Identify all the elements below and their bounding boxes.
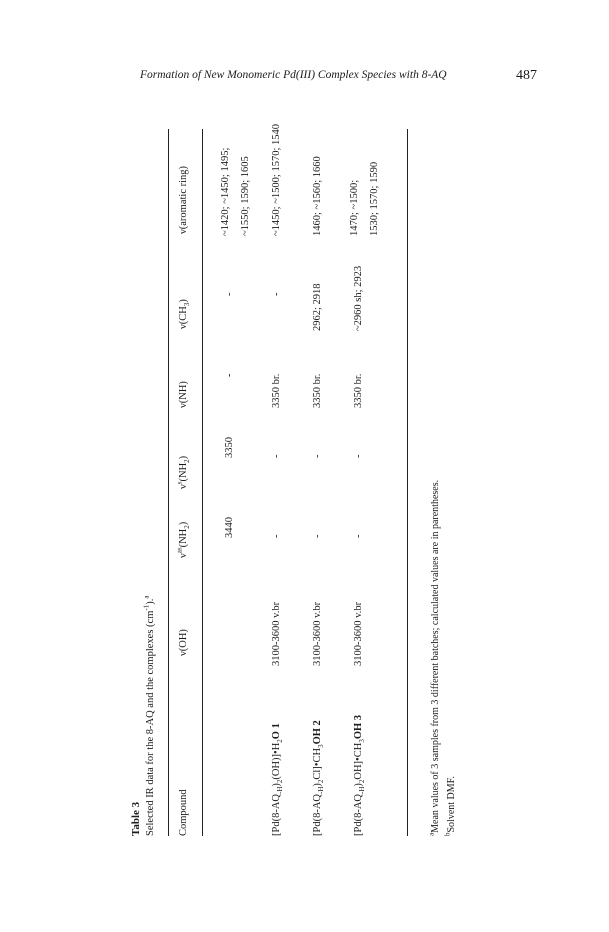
r2-c-c: Cl]•CH — [312, 747, 323, 780]
r2-nh2-s: - — [312, 454, 323, 458]
r1-c-d: O 1 — [271, 723, 282, 740]
r2-c-a: [Pd(8-AQ — [312, 794, 323, 836]
header-nh2-as — [175, 521, 192, 558]
caption-sup: -1 — [142, 604, 151, 611]
header-nh2-s — [175, 455, 192, 489]
r0-ch3: - — [224, 292, 235, 296]
r3-compound — [353, 714, 367, 836]
nh2-as-post: (NH — [178, 528, 189, 548]
r1-ch3: - — [271, 292, 282, 296]
r3-c-sub1: -H — [358, 786, 367, 794]
r3-c-sub2: 2 — [358, 779, 367, 784]
r3-ch3: ~2960 sh; 2923 — [353, 265, 364, 331]
header-ch3 — [178, 299, 192, 329]
r1-c-a: [Pd(8-AQ — [271, 794, 282, 836]
ch3-end: ) — [178, 299, 189, 303]
r2-c-sub2: 2 — [317, 779, 326, 784]
r1-oh: 3100-3600 v.br — [271, 601, 282, 666]
r2-compound — [312, 720, 326, 836]
ch3-sub: 3 — [183, 302, 192, 307]
running-head — [0, 69, 609, 89]
r1-nh: 3350 br. — [271, 373, 282, 408]
r3-nh: 3350 br. — [353, 373, 364, 408]
r3-c-sub3: 3 — [358, 739, 367, 743]
footnote-a — [427, 479, 441, 836]
footnote-b-marker: b — [443, 832, 452, 836]
table-header-rule — [202, 129, 203, 836]
nh2-s-pre: ν — [178, 484, 189, 489]
r2-c-d: OH 2 — [312, 720, 323, 745]
r3-c-b: ) — [353, 783, 364, 787]
footnote-a-text: Mean values of 3 samples from 3 different batches; calculated values are in parentheses. — [430, 479, 441, 833]
r2-ring: 1460; ~1560; 1660 — [312, 156, 323, 236]
r3-c-a: [Pd(8-AQ — [353, 794, 364, 836]
table-caption — [142, 595, 156, 836]
r2-c-b: ) — [312, 783, 323, 787]
r1-c-b: ) — [271, 783, 282, 787]
r3-nh2-s: - — [353, 454, 364, 458]
nh2-s-end: ) — [178, 455, 189, 460]
table-bottom-rule — [407, 129, 408, 836]
r0-nh2-s: 3350 — [224, 437, 235, 458]
header-oh: ν(OH) — [178, 629, 189, 656]
rotated-table-block — [130, 116, 420, 836]
r3-c-c: OH]•CH — [353, 742, 364, 780]
r2-ch3: 2962; 2918 — [312, 283, 323, 331]
nh2-s-sub: 2 — [183, 459, 192, 463]
caption-marker: a — [142, 595, 151, 599]
r0-nh2-as: 3440 — [224, 517, 235, 538]
nh2-s-sup: s — [175, 481, 184, 485]
table-label: Table 3 — [130, 801, 142, 836]
caption-text: Selected IR data for the 8-AQ and the complexes (cm — [145, 610, 156, 836]
page-number: 487 — [516, 68, 537, 83]
nh2-as-pre: ν — [178, 553, 189, 558]
r2-c-sub3: 3 — [317, 744, 326, 748]
nh2-as-end: ) — [178, 521, 189, 526]
header-ring: ν(aromatic ring) — [178, 165, 189, 234]
r3-ring-2: 1530; 1570; 1590 — [369, 161, 380, 236]
nh2-as-sup: as — [175, 547, 184, 554]
r2-oh: 3100-3600 v.br — [312, 601, 323, 666]
ch3-pre: ν(CH — [178, 306, 189, 329]
table-top-rule — [168, 129, 169, 836]
r0-nh: - — [224, 373, 235, 377]
r2-nh2-as: - — [312, 534, 323, 538]
running-title: Formation of New Monomeric Pd(III) Complex Species with 8-AQ — [140, 69, 447, 81]
r1-c-sub1: -H — [276, 786, 285, 794]
header-compound: Compound — [178, 789, 189, 836]
footnote-a-marker: a — [427, 832, 436, 836]
r3-ring-1: 1470; ~1500; — [349, 179, 360, 236]
r2-c-sub1: -H — [317, 786, 326, 794]
r2-nh: 3350 br. — [312, 373, 323, 408]
nh2-as-sub: 2 — [183, 525, 192, 529]
r3-nh2-as: - — [353, 534, 364, 538]
r3-c-d: OH 3 — [353, 714, 364, 740]
header-nh: ν(NH) — [178, 381, 189, 408]
footnote-b — [443, 776, 457, 836]
r1-nh2-as: - — [271, 534, 282, 538]
r3-oh: 3100-3600 v.br — [353, 601, 364, 666]
nh2-s-post: (NH — [178, 462, 189, 482]
r1-c-sub2: 2 — [276, 779, 285, 784]
r0-ring-1: ~1420; ~1450; 1495; — [220, 147, 231, 236]
r1-c-c: (OH)]•H — [271, 742, 282, 780]
r1-c-sub3: 2 — [276, 739, 285, 743]
r1-ring: ~1450; ~1500; 1570; 1540 — [271, 124, 282, 236]
r1-nh2-s: - — [271, 454, 282, 458]
footnote-b-text: Solvent DMF. — [446, 776, 457, 833]
rotated-footnotes — [427, 116, 470, 836]
r0-ring-2: ~1550; 1590; 1605 — [240, 156, 251, 236]
r1-compound — [271, 723, 285, 836]
caption-end: ). — [145, 598, 156, 605]
